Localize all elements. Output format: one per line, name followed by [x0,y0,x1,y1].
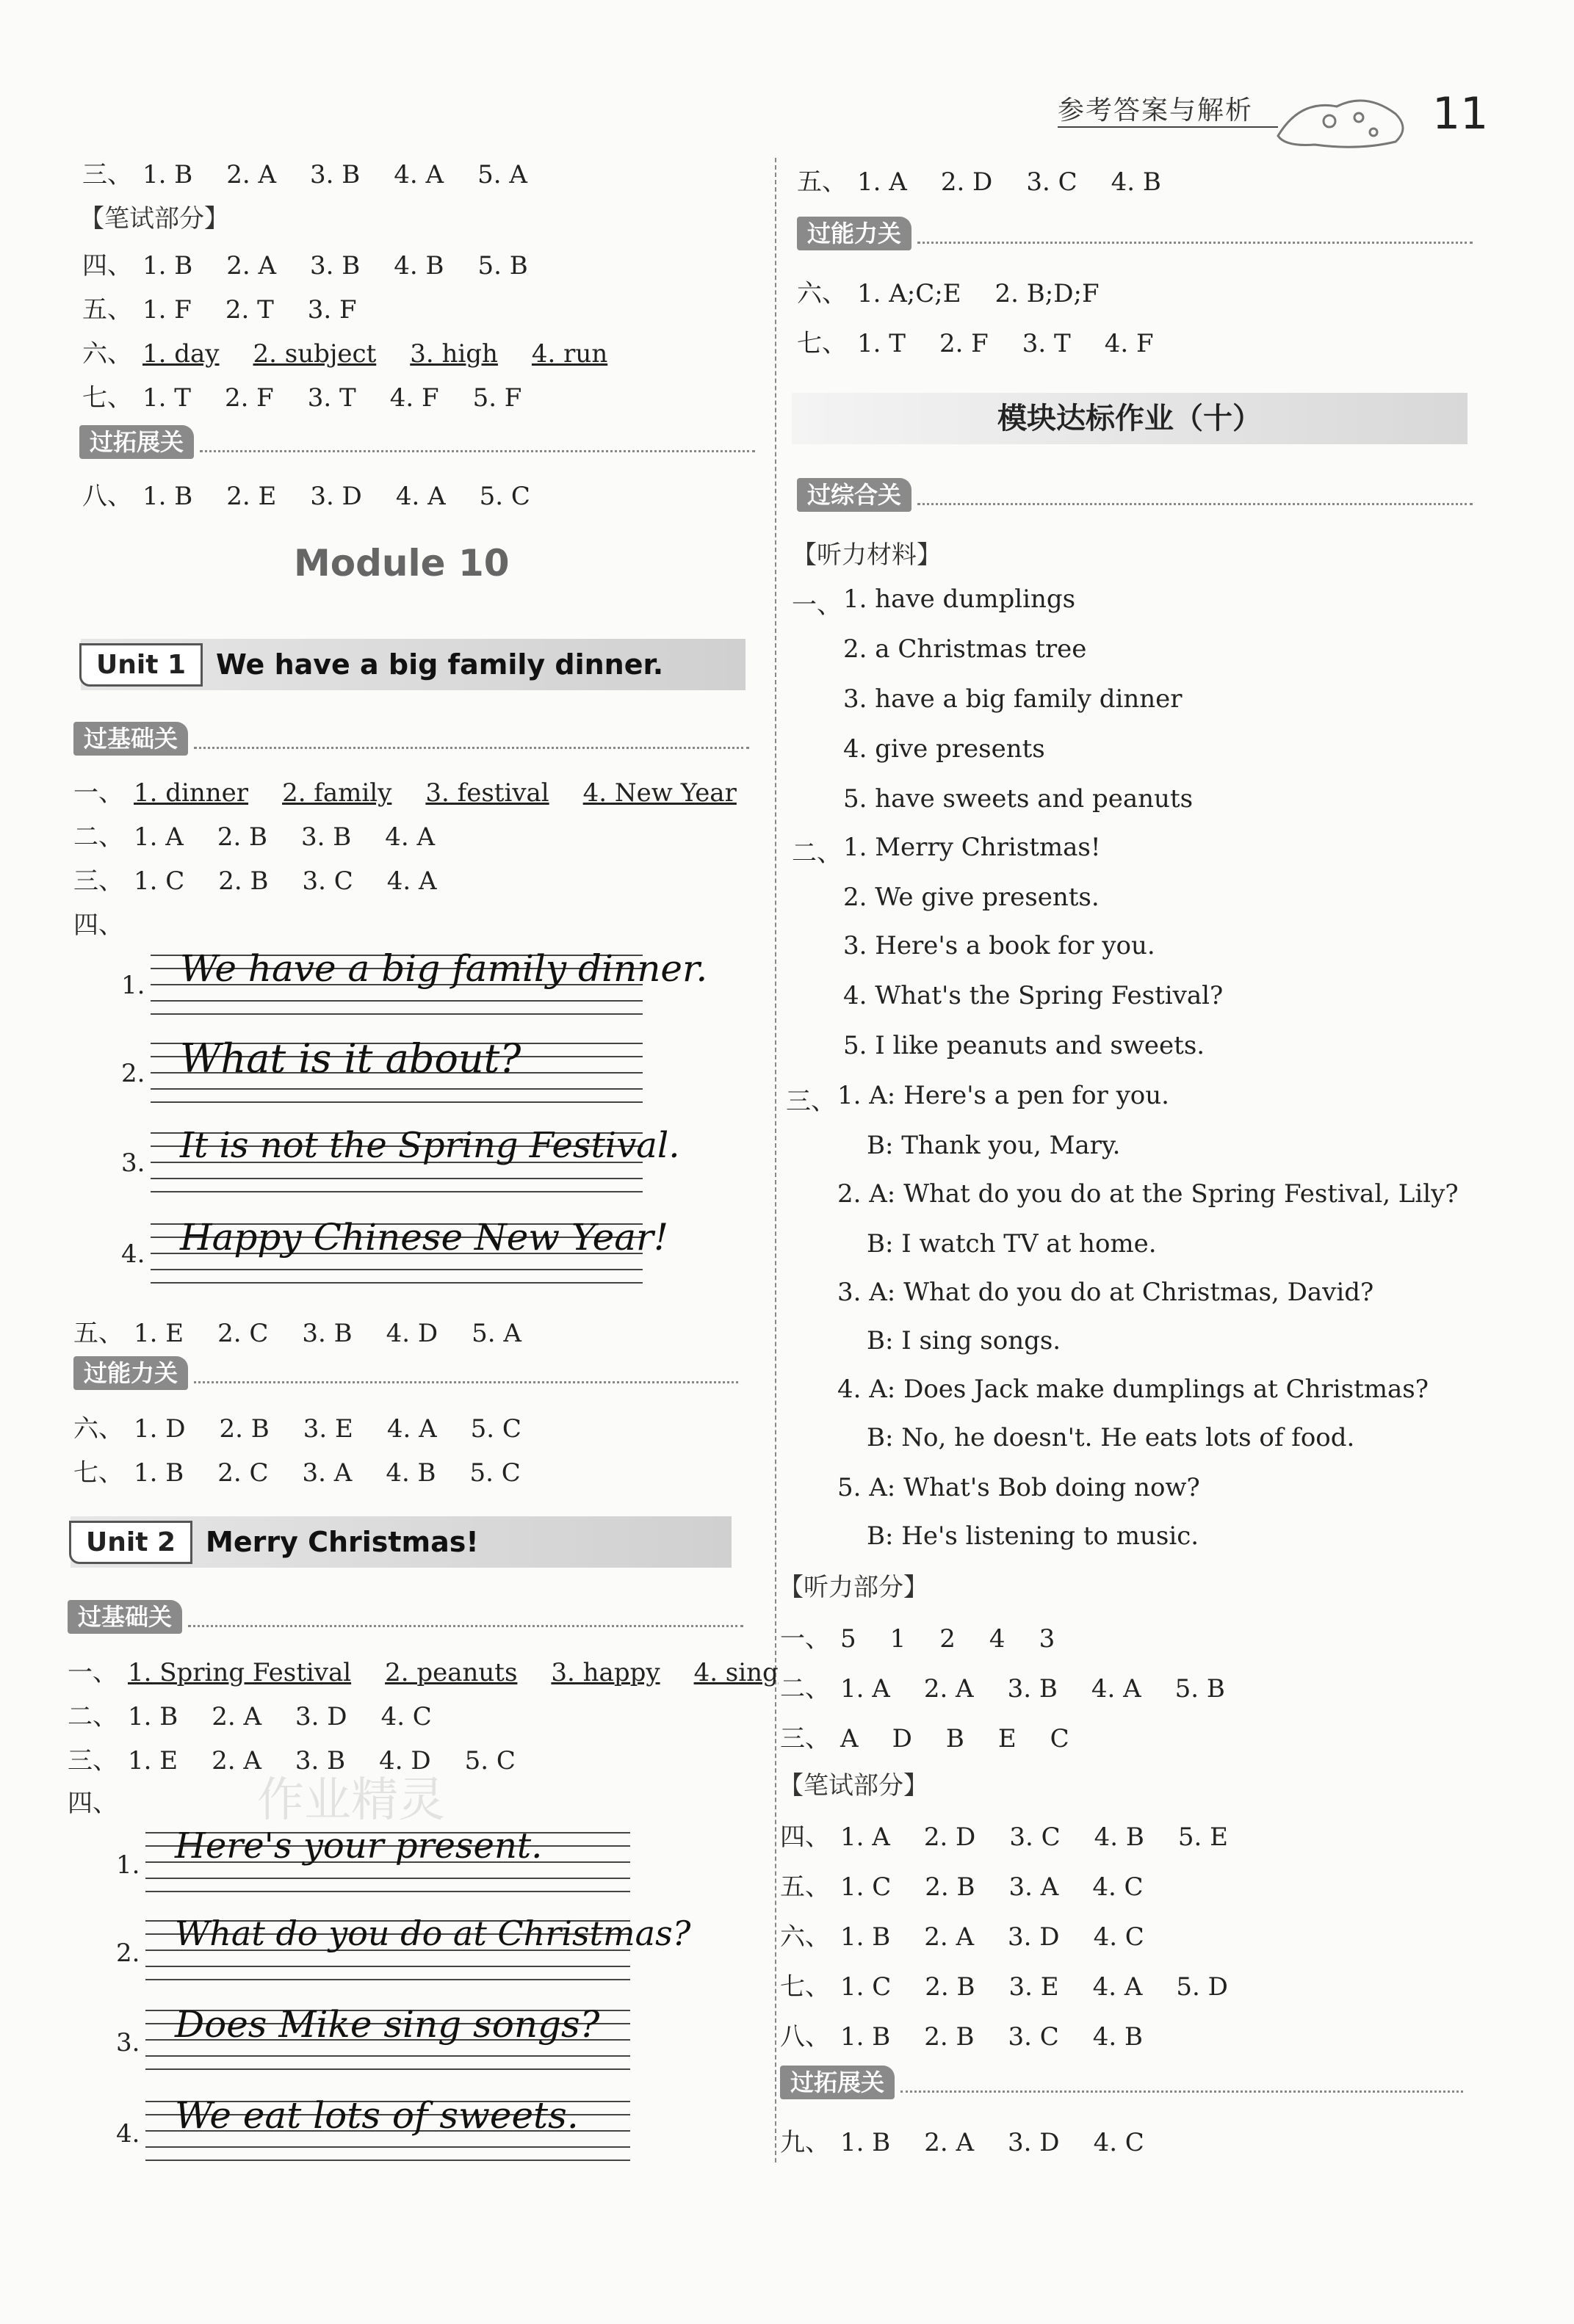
sec1-item-5: 5. have sweets and peanuts [843,784,1194,814]
right-ans7: 七、 1. C 2. B 3. E 4. A 5. D [780,1972,1228,2002]
right-row-wu: 五、 1. A 2. D 3. C 4. B [797,167,1161,197]
tingli-bufen-heading: 【听力部分】 [779,1573,928,1602]
unit2-hw-2: What do you do at Christmas? [175,1914,691,1953]
unit1-hw-3: It is not the Spring Festival. [180,1125,680,1166]
module-title: Module 10 [294,542,510,584]
right-ans3: 三、 A D B E C [780,1724,1069,1753]
right-bishi-heading: 【笔试部分】 [779,1771,928,1800]
left-row-liu: 六、 1. day 2. subject 3. high 4. run [82,339,608,369]
unit2-row4-label: 四、 [68,1789,118,1818]
sec3-line-1: 1. A: Here's a pen for you. [837,1081,1169,1110]
right-tag-nengli: 过能力关 [797,216,1473,251]
unit2-row1: 一、 1. Spring Festival 2. peanuts 3. happy 4. sing [68,1658,779,1687]
unit2-tag-jichu: 过基础关 [68,1599,743,1635]
cloud-decoration-icon [1271,84,1418,151]
sec3-line-10: B: He's listening to music. [867,1521,1199,1551]
unit1-hw-num-4: 4. [121,1239,145,1269]
sec1-item-3: 3. have a big family dinner [843,684,1183,714]
unit2-title: Merry Christmas! [206,1526,479,1558]
unit1-hw-2: What is it about? [180,1035,521,1082]
right-ans6: 六、 1. B 2. A 3. D 4. C [780,1922,1144,1952]
page-number: 11 [1432,88,1489,140]
sec2-item-2: 2. We give presents. [843,883,1100,912]
left-row-qi: 七、 1. T 2. F 3. T 4. F 5. F [82,383,522,413]
unit1-row7: 七、 1. B 2. C 3. A 4. B 5. C [73,1458,521,1488]
sec3-line-7: 4. A: Does Jack make dumplings at Christmas? [837,1375,1429,1404]
column-divider [775,158,776,2162]
header-title: 参考答案与解析 [1058,95,1254,126]
unit1-row3: 三、 1. C 2. B 3. C 4. A [73,866,437,896]
header-underline [1058,126,1278,128]
sec2-item-4: 4. What's the Spring Festival? [843,981,1224,1010]
unit2-hw-num-4: 4. [116,2119,140,2149]
unit1-tag-nengli: 过能力关 [73,1355,738,1391]
unit1-row5: 五、 1. E 2. C 3. B 4. D 5. A [73,1319,521,1348]
watermark-1: 作业精灵 [257,1773,445,1828]
unit2-hw-4: We eat lots of sweets. [175,2094,579,2137]
unit1-hw-num-2: 2. [121,1059,145,1088]
unit1-row1: 一、 1. dinner 2. family 3. festival 4. New Year [73,778,737,808]
unit1-hw-num-1: 1. [121,971,145,1000]
unit2-bar [71,1516,732,1568]
unit1-label: Unit 1 [79,643,203,687]
unit2-hw-3: Does Mike sing songs? [175,2003,600,2046]
sec2-item-5: 5. I like peanuts and sweets. [843,1031,1205,1060]
left-row-wu: 五、 1. F 2. T 3. F [82,295,357,325]
right-ans5: 五、 1. C 2. B 3. A 4. C [780,1872,1144,1902]
unit2-hw-num-3: 3. [116,2028,140,2057]
sec1-item-1: 1. have dumplings [843,584,1076,614]
sec1-item-4: 4. give presents [843,734,1045,764]
module-test-title: 模块达标作业（十） [792,393,1467,444]
unit1-row6: 六、 1. D 2. B 3. E 4. A 5. C [73,1414,521,1444]
unit1-tag-jichu: 过基础关 [73,721,749,756]
left-row-san: 三、 1. B 2. A 3. B 4. A 5. A [82,160,527,189]
unit2-hw-num-2: 2. [116,1939,140,1968]
unit2-hw-num-1: 1. [116,1850,140,1880]
sec3-line-4: B: I watch TV at home. [867,1229,1157,1259]
tingli-cailiao-heading: 【听力材料】 [792,540,942,570]
unit1-row4-label: 四、 [73,911,123,940]
sec1-item-2: 2. a Christmas tree [843,634,1087,664]
unit2-row2: 二、 1. B 2. A 3. D 4. C [68,1702,432,1731]
sec3-line-2: B: Thank you, Mary. [867,1131,1121,1160]
right-ans4: 四、 1. A 2. D 3. C 4. B 5. E [780,1822,1228,1852]
unit2-row3: 三、 1. E 2. A 3. B 4. D 5. C [68,1746,516,1775]
sec3-line-3: 2. A: What do you do at the Spring Festival, Lily? [837,1179,1459,1209]
left-tag-tuozhan: 过拓展关 [79,424,755,460]
left-row-ba: 八、 1. B 2. E 3. D 4. A 5. C [82,482,530,511]
unit1-hw-num-3: 3. [121,1148,145,1178]
unit2-hw-1: Here's your present. [175,1825,543,1867]
left-bishi-heading: 【笔试部分】 [79,204,229,234]
right-ans8: 八、 1. B 2. B 3. C 4. B [780,2022,1143,2052]
sec1-label: 一、 [792,590,842,620]
right-ans1: 一、 5 1 2 4 3 [780,1624,1055,1654]
sec3-label: 三、 [786,1087,836,1116]
sec3-line-8: B: No, he doesn't. He eats lots of food. [867,1423,1355,1452]
sec2-item-3: 3. Here's a book for you. [843,931,1155,960]
right-row-qi: 七、 1. T 2. F 3. T 4. F [797,329,1154,358]
unit1-row2: 二、 1. A 2. B 3. B 4. A [73,822,436,852]
unit2-label: Unit 2 [69,1521,192,1564]
sec3-line-9: 5. A: What's Bob doing now? [837,1473,1200,1502]
right-ans9: 九、 1. B 2. A 3. D 4. C [780,2128,1144,2157]
right-row-liu: 六、 1. A;C;E 2. B;D;F [797,279,1100,308]
sec3-line-5: 3. A: What do you do at Christmas, David? [837,1278,1374,1307]
unit1-bar [81,639,746,690]
unit1-hw-4: Happy Chinese New Year! [180,1216,669,1259]
sec2-item-1: 1. Merry Christmas! [843,833,1101,862]
sec2-label: 二、 [792,839,842,868]
sec3-line-6: B: I sing songs. [867,1326,1061,1355]
unit1-hw-1: We have a big family dinner. [180,947,708,990]
right-ans2: 二、 1. A 2. A 3. B 4. A 5. B [780,1674,1225,1704]
left-row-si: 四、 1. B 2. A 3. B 4. B 5. B [82,251,528,280]
right-tag-tuozhan: 过拓展关 [780,2065,1463,2100]
right-tag-zonghe: 过综合关 [797,477,1473,513]
unit1-title: We have a big family dinner. [216,648,664,681]
